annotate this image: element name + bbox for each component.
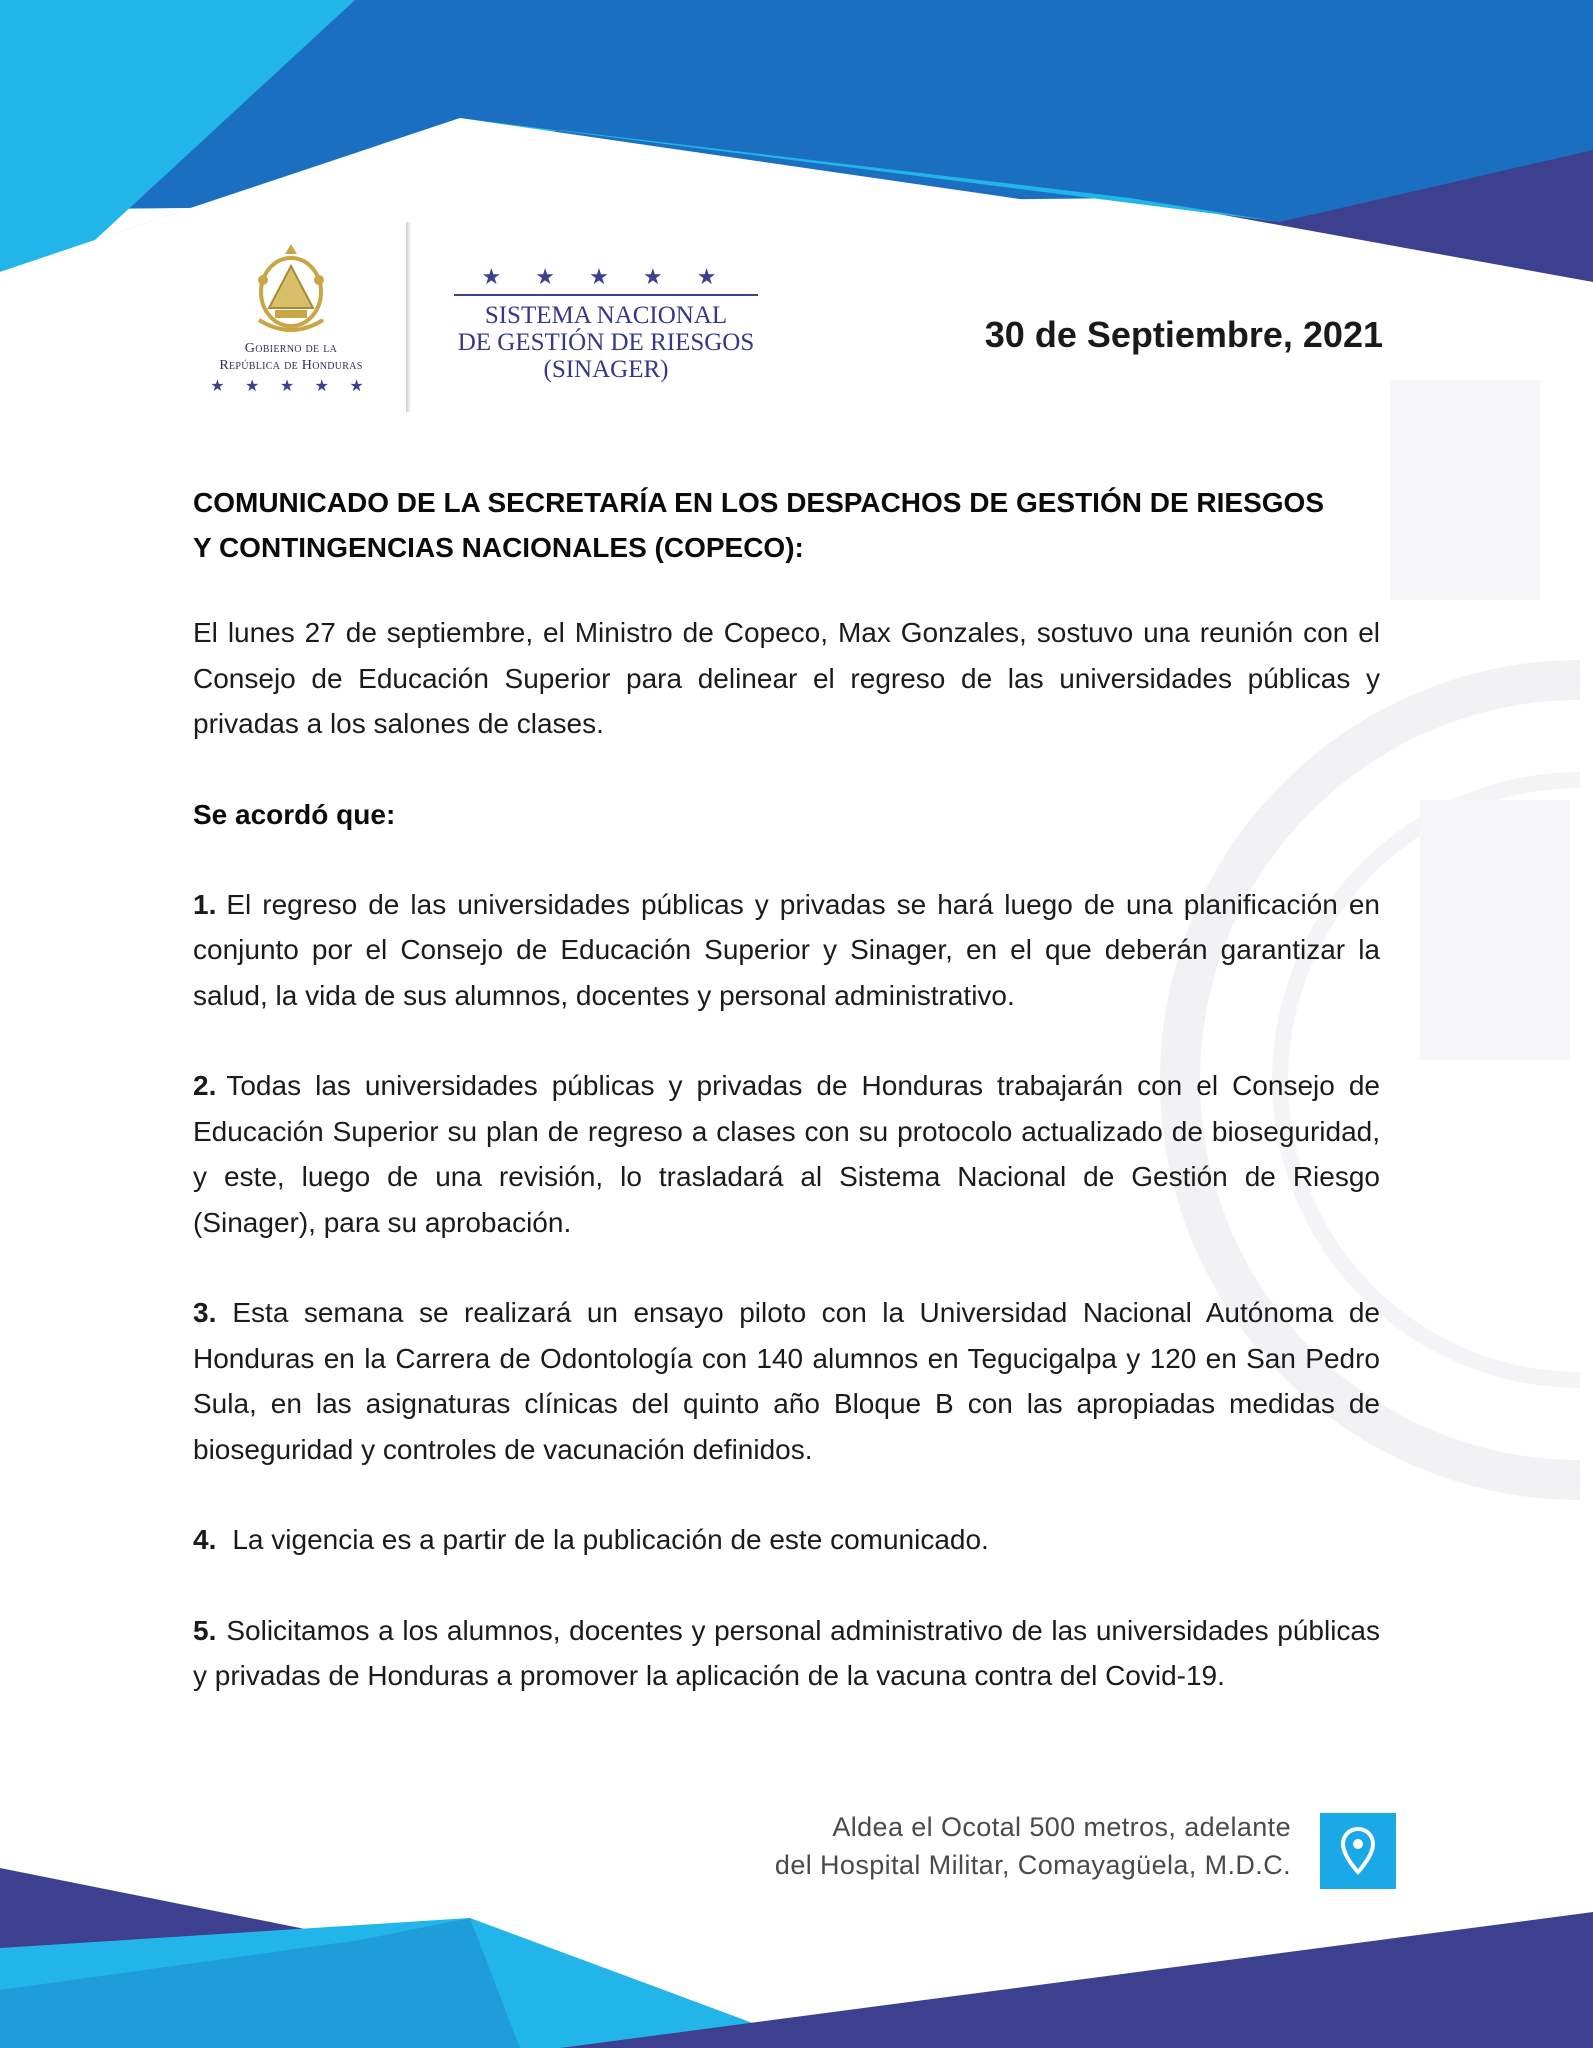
government-logo (196, 240, 386, 410)
list-item (193, 1063, 1380, 1245)
item-number: 4. (193, 1524, 217, 1555)
item-text: Solicitamos a los alumnos, docentes y personal administrativo de las universidades públicas y privadas de Honduras a promover la aplicación de la vacuna contra del Covid-19. (193, 1614, 1380, 1691)
sinager-logo-rule (454, 294, 758, 296)
gov-logo-stars: ★ ★ ★ ★ ★ (210, 378, 372, 395)
item-number: 2. (193, 1070, 217, 1101)
location-pin-icon (1340, 1827, 1376, 1875)
footer-address (775, 1808, 1291, 1884)
item-text: La vigencia es a partir de la publicación de este comunicado. (232, 1524, 989, 1555)
document-body (193, 480, 1380, 1744)
gov-logo-line1: Gobierno de la (244, 341, 338, 356)
item-number: 3. (193, 1297, 217, 1328)
item-number: 1. (193, 888, 217, 920)
agreement-subheading: Se acordó que: (193, 798, 396, 830)
document-date: 30 de Septiembre, 2021 (984, 314, 1383, 355)
list-item (193, 1290, 1380, 1472)
list-item (193, 1517, 1380, 1563)
sinager-logo-line3: (SINAGER) (543, 356, 669, 383)
sinager-logo-line2: DE GESTIÓN DE RIESGOS (457, 329, 755, 356)
letterhead (0, 0, 1593, 430)
logo-divider (406, 222, 413, 412)
honduras-coat-of-arms-icon (249, 240, 333, 340)
address-line-2: del Hospital Militar, Comayagüela, M.D.C. (774, 1850, 1291, 1880)
communique-title (193, 480, 1380, 570)
item-text: Esta semana se realizará un ensayo piloto con la Universidad Nacional Autónoma de Honduras en la Carrera de Odontología con 140 alumnos en Tegucigalpa y 120 en San Pedro Sula, en las asignaturas clínicas del quinto año Bloque B con las apropiadas medidas de bioseguridad y controles de vacunación definidos. (193, 1297, 1380, 1465)
list-item (193, 1608, 1380, 1699)
title-line-2: Y CONTINGENCIAS NACIONALES (COPECO): (193, 532, 804, 563)
address-line-1: Aldea el Ocotal 500 metros, adelante (832, 1812, 1291, 1842)
intro-paragraph: El lunes 27 de septiembre, el Ministro de Copeco, Max Gonzales, sostuvo una reunión con el Consejo de Educación Superior para delinear el regreso de las universidades públicas y privadas a los salones de clases. (193, 617, 1380, 739)
sinager-logo (446, 262, 766, 383)
sinager-logo-line1: SISTEMA NACIONAL (484, 302, 728, 329)
item-text: Todas las universidades públicas y privadas de Honduras trabajarán con el Consejo de Educación Superior su plan de regreso a clases con su protocolo actualizado de bioseguridad, y este, luego de una revisión, lo trasladará al Sistema Nacional de Gestión de Riesgo (Sinager), para su aprobación. (193, 1070, 1380, 1238)
gov-logo-line2: República de Honduras (219, 358, 363, 373)
sinager-logo-stars: ★ ★ ★ ★ ★ (481, 264, 731, 289)
title-line-1: COMUNICADO DE LA SECRETARÍA EN LOS DESPACHOS DE GESTIÓN DE RIESGOS (193, 487, 1324, 518)
list-item (193, 882, 1380, 1019)
item-number: 5. (193, 1614, 217, 1646)
location-badge (1320, 1813, 1396, 1889)
item-text: El regreso de las universidades públicas y privadas se hará luego de una planificación en conjunto por el Consejo de Educación Superior y Sinager, en el que deberán garantizar la salud, la vida de sus alumnos, docentes y personal administrativo. (193, 888, 1380, 1011)
